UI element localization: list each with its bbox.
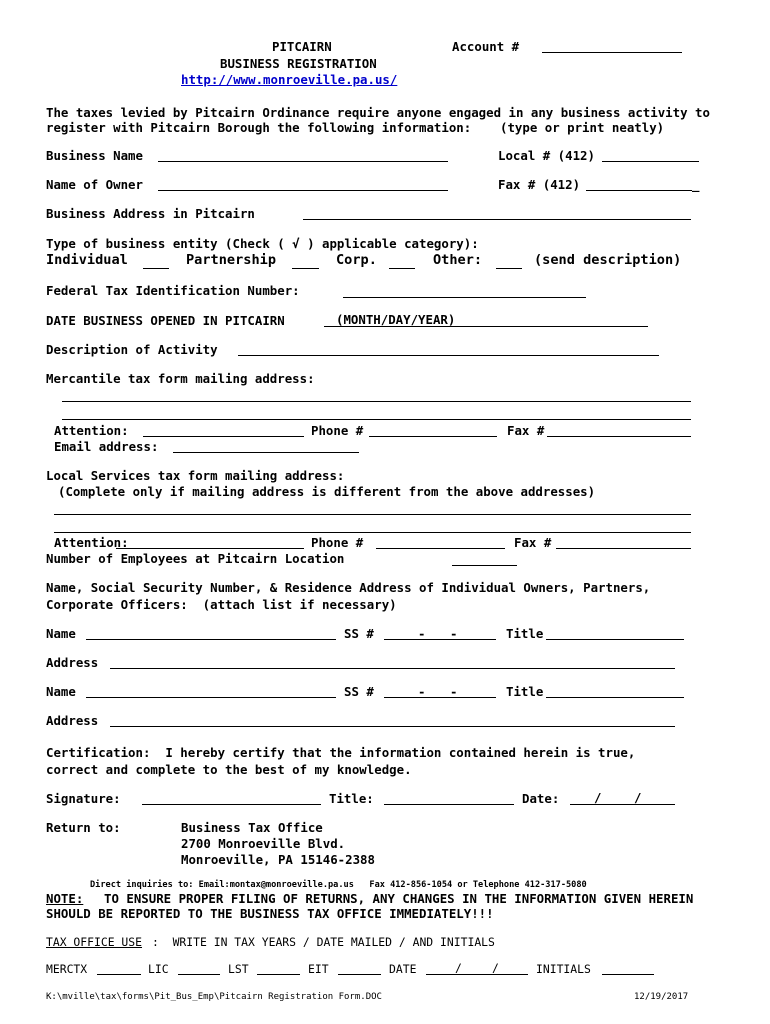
owner2-ss-label: SS # <box>344 684 374 699</box>
lst-label: LST <box>228 962 249 976</box>
owner2-ss-dash-2: - <box>450 684 458 699</box>
owner2-ss-dash-1: - <box>418 684 426 699</box>
business-address-label: Business Address in Pitcairn <box>46 206 255 221</box>
corp-label: Corp. <box>336 252 377 268</box>
business-address-input[interactable] <box>303 219 691 220</box>
owner1-ss-dash-1: - <box>418 626 426 641</box>
mercantile-fax-input[interactable] <box>547 436 691 437</box>
email-label: Email address: <box>54 439 159 454</box>
owner2-address-input[interactable] <box>110 726 675 727</box>
signature-label: Signature: <box>46 791 121 806</box>
other-label: Other: <box>433 252 483 268</box>
account-label: Account # <box>452 39 520 54</box>
eit-label: EIT <box>308 962 329 976</box>
mercantile-address-label: Mercantile tax form mailing address: <box>46 371 315 386</box>
cert-title-label: Title: <box>329 791 374 806</box>
mercantile-fax-label: Fax # <box>507 423 545 438</box>
owner1-ss-input[interactable] <box>384 639 496 640</box>
intro-note: (type or print neatly) <box>500 120 665 135</box>
owner1-name-label: Name <box>46 626 76 641</box>
date-format-hint: (MONTH/DAY/YEAR) <box>336 312 456 327</box>
mercantile-address-line-1[interactable] <box>62 401 691 402</box>
return-line-1: Business Tax Office <box>181 820 323 835</box>
partnership-checkbox[interactable] <box>292 268 319 269</box>
signature-input[interactable] <box>142 804 321 805</box>
eit-input[interactable] <box>338 974 381 975</box>
owner-name-label: Name of Owner <box>46 177 143 192</box>
email-input[interactable] <box>173 452 359 453</box>
note-line-2: SHOULD BE REPORTED TO THE BUSINESS TAX OFFICE IMMEDIATELY!!! <box>46 906 494 921</box>
owner1-title-input[interactable] <box>546 639 684 640</box>
owners-line-2: Corporate Officers: (attach list if necessary) <box>46 597 397 612</box>
lst-input[interactable] <box>257 974 300 975</box>
owner2-name-label: Name <box>46 684 76 699</box>
cert-date-label: Date: <box>522 791 560 806</box>
business-name-input[interactable] <box>158 161 448 162</box>
merctx-label: MERCTX <box>46 962 88 976</box>
owner2-ss-input[interactable] <box>384 697 496 698</box>
intro-line-2: register with Pitcairn Borough the following information: <box>46 120 472 135</box>
employees-input[interactable] <box>452 565 517 566</box>
form-subtitle: BUSINESS REGISTRATION <box>220 56 377 71</box>
owner1-name-input[interactable] <box>86 639 336 640</box>
local-phone-label: Local # (412) <box>498 148 595 163</box>
merctx-input[interactable] <box>97 974 141 975</box>
send-description-label: (send description) <box>534 252 682 268</box>
owners-line-1: Name, Social Security Number, & Residence Address of Individual Owners, Partners, <box>46 580 651 595</box>
owner2-title-input[interactable] <box>546 697 684 698</box>
form-title: PITCAIRN <box>272 39 332 54</box>
federal-tax-id-label: Federal Tax Identification Number: <box>46 283 300 298</box>
federal-tax-id-input[interactable] <box>343 297 586 298</box>
tax-office-use-label: TAX OFFICE USE <box>46 935 143 949</box>
footer-file-path: K:\mville\tax\forms\Pit_Bus_Emp\Pitcairn Registration Form.DOC <box>46 992 382 1002</box>
initials-input[interactable] <box>602 974 654 975</box>
mercantile-phone-label: Phone # <box>311 423 364 438</box>
individual-checkbox[interactable] <box>143 268 169 269</box>
mercantile-phone-input[interactable] <box>369 436 497 437</box>
initials-label: INITIALS <box>536 962 591 976</box>
owner1-address-input[interactable] <box>110 668 675 669</box>
date-opened-label: DATE BUSINESS OPENED IN PITCAIRN <box>46 313 285 328</box>
other-checkbox[interactable] <box>496 268 522 269</box>
lst-attention-input[interactable] <box>116 548 304 549</box>
lst-fax-label: Fax # <box>514 535 552 550</box>
lst-address-line-2[interactable] <box>54 532 691 533</box>
lst-address-line-1[interactable] <box>54 514 691 515</box>
business-name-label: Business Name <box>46 148 143 163</box>
entity-type-label: Type of business entity (Check ( √ ) applicable category): <box>46 236 479 251</box>
mercantile-attention-label: Attention: <box>54 423 129 438</box>
cert-title-input[interactable] <box>384 804 514 805</box>
fax-label: Fax # (412) <box>498 177 581 192</box>
owner2-address-label: Address <box>46 713 99 728</box>
employees-label: Number of Employees at Pitcairn Location <box>46 551 345 566</box>
return-line-2: 2700 Monroeville Blvd. <box>181 836 346 851</box>
certification-line-1: Certification: I hereby certify that the information contained herein is true, <box>46 745 636 760</box>
description-input[interactable] <box>238 355 659 356</box>
return-to-label: Return to: <box>46 820 121 835</box>
certification-line-2: correct and complete to the best of my knowledge. <box>46 762 412 777</box>
inquiries-line: Direct inquiries to: Email:montax@monroeville.pa.us Fax 412-856-1054 or Telephone 412-317-5080 <box>90 880 587 890</box>
lst-phone-label: Phone # <box>311 535 364 550</box>
owner-name-input[interactable] <box>158 190 448 191</box>
footer-date: 12/19/2017 <box>634 992 689 1002</box>
office-date-input[interactable] <box>426 974 528 975</box>
lic-label: LIC <box>148 962 169 976</box>
fax-input[interactable] <box>586 190 692 191</box>
lic-input[interactable] <box>178 974 220 975</box>
lst-attention-label: Attention: <box>54 535 129 550</box>
lst-phone-input[interactable] <box>376 548 505 549</box>
owner1-title-label: Title <box>506 626 544 641</box>
lst-fax-input[interactable] <box>556 548 691 549</box>
note-label: NOTE: <box>46 891 84 906</box>
note-line-1: TO ENSURE PROPER FILING OF RETURNS, ANY CHANGES IN THE INFORMATION GIVEN HEREIN <box>104 891 694 906</box>
lst-address-label: Local Services tax form mailing address: <box>46 468 345 483</box>
fax-tail: _ <box>692 177 700 192</box>
owner1-address-label: Address <box>46 655 99 670</box>
owner1-ss-label: SS # <box>344 626 374 641</box>
office-date-slash-1: / <box>455 961 462 975</box>
owner2-title-label: Title <box>506 684 544 699</box>
description-label: Description of Activity <box>46 342 218 357</box>
corp-checkbox[interactable] <box>389 268 415 269</box>
cert-date-input[interactable] <box>570 804 675 805</box>
return-line-3: Monroeville, PA 15146-2388 <box>181 852 375 867</box>
website-link[interactable]: http://www.monroeville.pa.us/ <box>181 72 398 87</box>
mercantile-address-line-2[interactable] <box>62 419 691 420</box>
tax-office-use-text: : WRITE IN TAX YEARS / DATE MAILED / AND INITIALS <box>152 935 495 949</box>
owner1-ss-dash-2: - <box>450 626 458 641</box>
office-date-slash-2: / <box>492 961 499 975</box>
cert-date-slash-1: / <box>594 790 602 805</box>
owner2-name-input[interactable] <box>86 697 336 698</box>
office-date-label: DATE <box>389 962 417 976</box>
partnership-label: Partnership <box>186 252 277 268</box>
intro-line-1: The taxes levied by Pitcairn Ordinance require anyone engaged in any business activity to <box>46 105 710 120</box>
lst-address-note: (Complete only if mailing address is different from the above addresses) <box>58 484 596 499</box>
individual-label: Individual <box>46 252 128 268</box>
cert-date-slash-2: / <box>634 790 642 805</box>
account-input[interactable] <box>542 52 682 53</box>
mercantile-attention-input[interactable] <box>143 436 304 437</box>
local-phone-input[interactable] <box>602 161 699 162</box>
